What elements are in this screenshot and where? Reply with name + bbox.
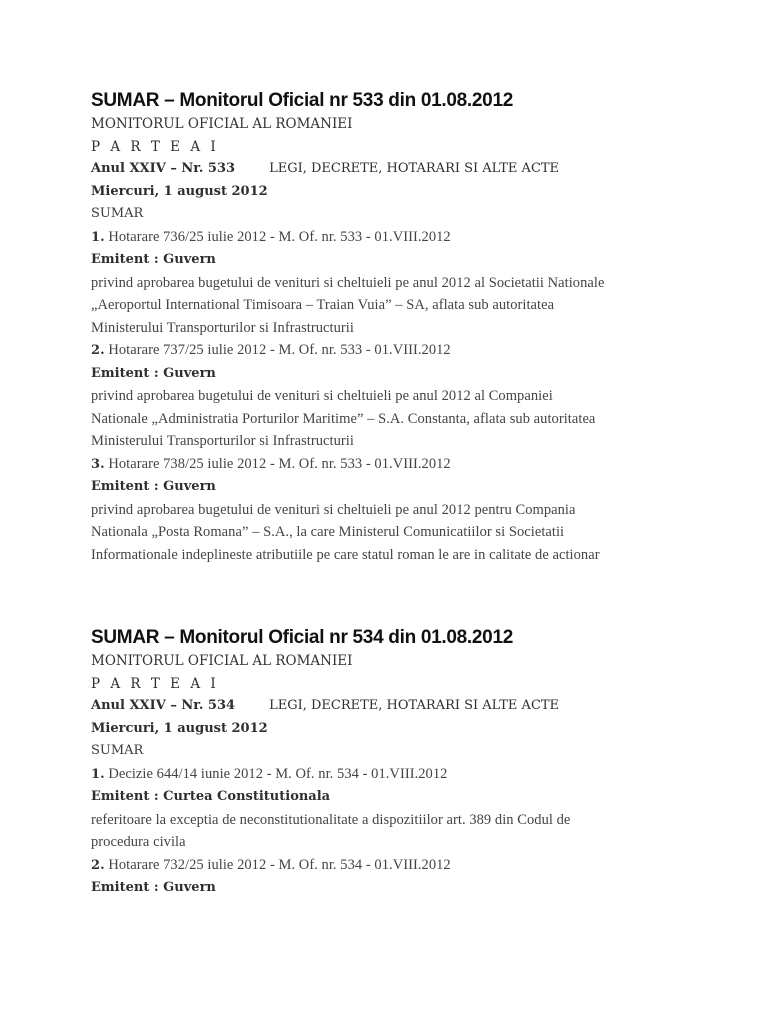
item-description-line: privind aprobarea bugetului de venituri si cheltuieli pe anul 2012 al Companiei — [91, 388, 553, 404]
category: LEGI, DECRETE, HOTARARI SI ALTE ACTE — [269, 698, 560, 713]
summary-item — [91, 763, 711, 854]
summary-section-533 — [91, 89, 711, 566]
issue-date: Miercuri, 1 august 2012 — [91, 183, 268, 199]
summary-section-534 — [91, 626, 711, 900]
section-title: SUMAR – Monitorul Oficial nr 533 din 01.08.2012 — [91, 90, 513, 111]
item-issuer: Emitent : Curtea Constitutionala — [91, 789, 331, 804]
summary-item — [91, 226, 711, 340]
item-description-line: referitoare la exceptia de neconstitutionalitate a dispozitiilor art. 389 din Codul de — [91, 811, 571, 828]
item-issuer: Emitent : Guvern — [91, 252, 216, 267]
section-title: SUMAR – Monitorul Oficial nr 534 din 01.08.2012 — [91, 627, 513, 648]
item-description-line: Ministerului Transporturilor si Infrastructurii — [91, 319, 354, 336]
item-description-line: procedura civila — [91, 834, 186, 850]
item-reference: Hotarare 737/25 iulie 2012 - M. Of. nr. 533 - 01.VIII.2012 — [104, 342, 451, 358]
year-number-line — [91, 158, 711, 181]
item-reference: Hotarare 732/25 iulie 2012 - M. Of. nr. 534 - 01.VIII.2012 — [104, 856, 451, 873]
item-description-line: Nationala „Posta Romana” – S.A., la care Ministerul Comunicatiilor si Societatii — [91, 524, 565, 540]
item-issuer: Emitent : Guvern — [91, 365, 216, 381]
item-issuer: Emitent : Guvern — [91, 880, 216, 895]
item-description-line: privind aprobarea bugetului de venituri si cheltuieli pe anul 2012 al Societatii Nationale — [91, 274, 605, 291]
item-reference: Hotarare 736/25 iulie 2012 - M. Of. nr. 533 - 01.VIII.2012 — [104, 228, 451, 245]
year-number: Anul XXIV – Nr. 533 — [91, 161, 236, 176]
summary-label: SUMAR — [91, 206, 144, 221]
summary-item — [91, 453, 711, 567]
item-number: 2. — [91, 857, 105, 873]
item-number: 2. — [91, 343, 105, 358]
item-description-line: Ministerului Transporturilor si Infrastructurii — [91, 433, 354, 449]
item-reference: Decizie 644/14 iunie 2012 - M. Of. nr. 534 - 01.VIII.2012 — [104, 765, 448, 782]
year-number: Anul XXIV – Nr. 534 — [91, 698, 236, 713]
item-description-line: „Aeroportul International Timisoara – Traian Vuia” – SA, aflata sub autoritatea — [91, 297, 555, 313]
part-label: P A R T E A I — [91, 138, 219, 155]
summary-item — [91, 339, 711, 453]
item-description-line: Nationale „Administratia Porturilor Maritime” – S.A. Constanta, aflata sub autoritatea — [91, 410, 596, 427]
item-issuer: Emitent : Guvern — [91, 479, 216, 494]
publication-name: MONITORUL OFICIAL AL ROMANIEI — [91, 116, 353, 132]
year-number-line — [91, 695, 711, 718]
summary-item — [91, 854, 711, 900]
summary-label: SUMAR — [91, 743, 144, 758]
category: LEGI, DECRETE, HOTARARI SI ALTE ACTE — [269, 161, 560, 176]
part-label: P A R T E A I — [91, 675, 219, 692]
item-description-line: Informationale indeplineste atributiile pe care statul roman le are in calitate de actionar — [91, 546, 600, 563]
item-number: 3. — [91, 456, 105, 472]
item-number: 1. — [91, 766, 105, 782]
issue-date: Miercuri, 1 august 2012 — [91, 720, 268, 736]
item-description-line: privind aprobarea bugetului de venituri si cheltuieli pe anul 2012 pentru Compania — [91, 501, 576, 518]
publication-name: MONITORUL OFICIAL AL ROMANIEI — [91, 653, 353, 669]
item-number: 1. — [91, 229, 105, 245]
item-reference: Hotarare 738/25 iulie 2012 - M. Of. nr. 533 - 01.VIII.2012 — [104, 455, 451, 472]
